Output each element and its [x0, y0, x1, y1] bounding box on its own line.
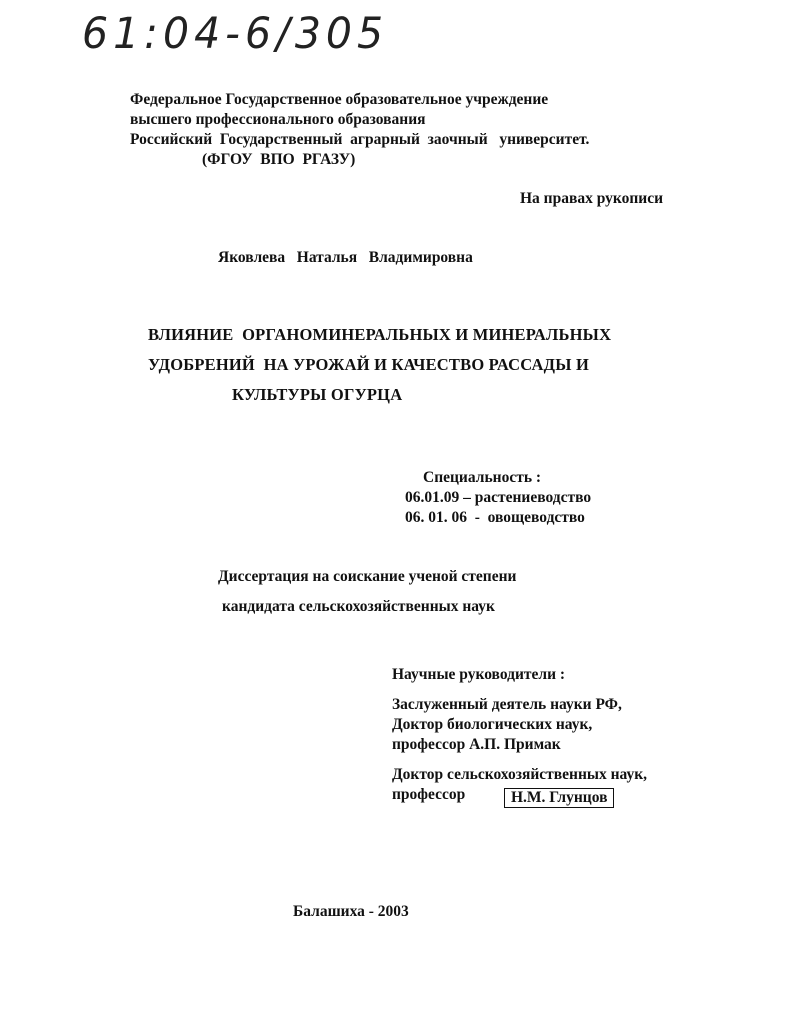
- supervisor-2-name-box: [504, 788, 614, 808]
- institution-line-2: высшего профессионального образования: [130, 111, 426, 128]
- supervisor-2-line-1: Доктор сельскохозяйственных наук,: [392, 766, 648, 783]
- institution-line-1: Федеральное Государственное образовательное учреждение: [130, 91, 549, 108]
- place-year: Балашиха - 2003: [293, 903, 409, 920]
- dissertation-line-1: Диссертация на соискание ученой степени: [218, 568, 517, 585]
- handwritten-archive-code: 61:04-6/305: [82, 8, 389, 59]
- rights-note: На правах рукописи: [520, 190, 664, 207]
- title-line-2: УДОБРЕНИЙ НА УРОЖАЙ И КАЧЕСТВО РАССАДЫ И: [148, 355, 589, 374]
- supervisor-1-line-3: профессор А.П. Примак: [392, 736, 561, 753]
- institution-line-3: Российский Государственный аграрный заочный университет.: [130, 131, 590, 148]
- title-line-3: КУЛЬТУРЫ ОГУРЦА: [232, 385, 403, 404]
- supervisors-label: Научные руководители :: [392, 666, 566, 683]
- institution-abbreviation: (ФГОУ ВПО РГАЗУ): [202, 151, 356, 168]
- specialty-item-1: 06.01.09 – растениеводство: [405, 489, 592, 506]
- supervisor-1-line-2: Доктор биологических наук,: [392, 716, 593, 733]
- dissertation-line-2: кандидата сельскохозяйственных наук: [222, 598, 495, 615]
- title-line-1: ВЛИЯНИЕ ОРГАНОМИНЕРАЛЬНЫХ И МИНЕРАЛЬНЫХ: [148, 325, 612, 344]
- supervisor-2-name: Н.М. Глунцов: [504, 788, 614, 808]
- supervisor-2-title: профессор: [392, 786, 466, 803]
- supervisor-1-line-1: Заслуженный деятель науки РФ,: [392, 696, 622, 713]
- specialty-item-2: 06. 01. 06 - овощеводство: [405, 509, 585, 526]
- specialty-label: Специальность :: [423, 469, 542, 486]
- author-name: Яковлева Наталья Владимировна: [218, 249, 473, 266]
